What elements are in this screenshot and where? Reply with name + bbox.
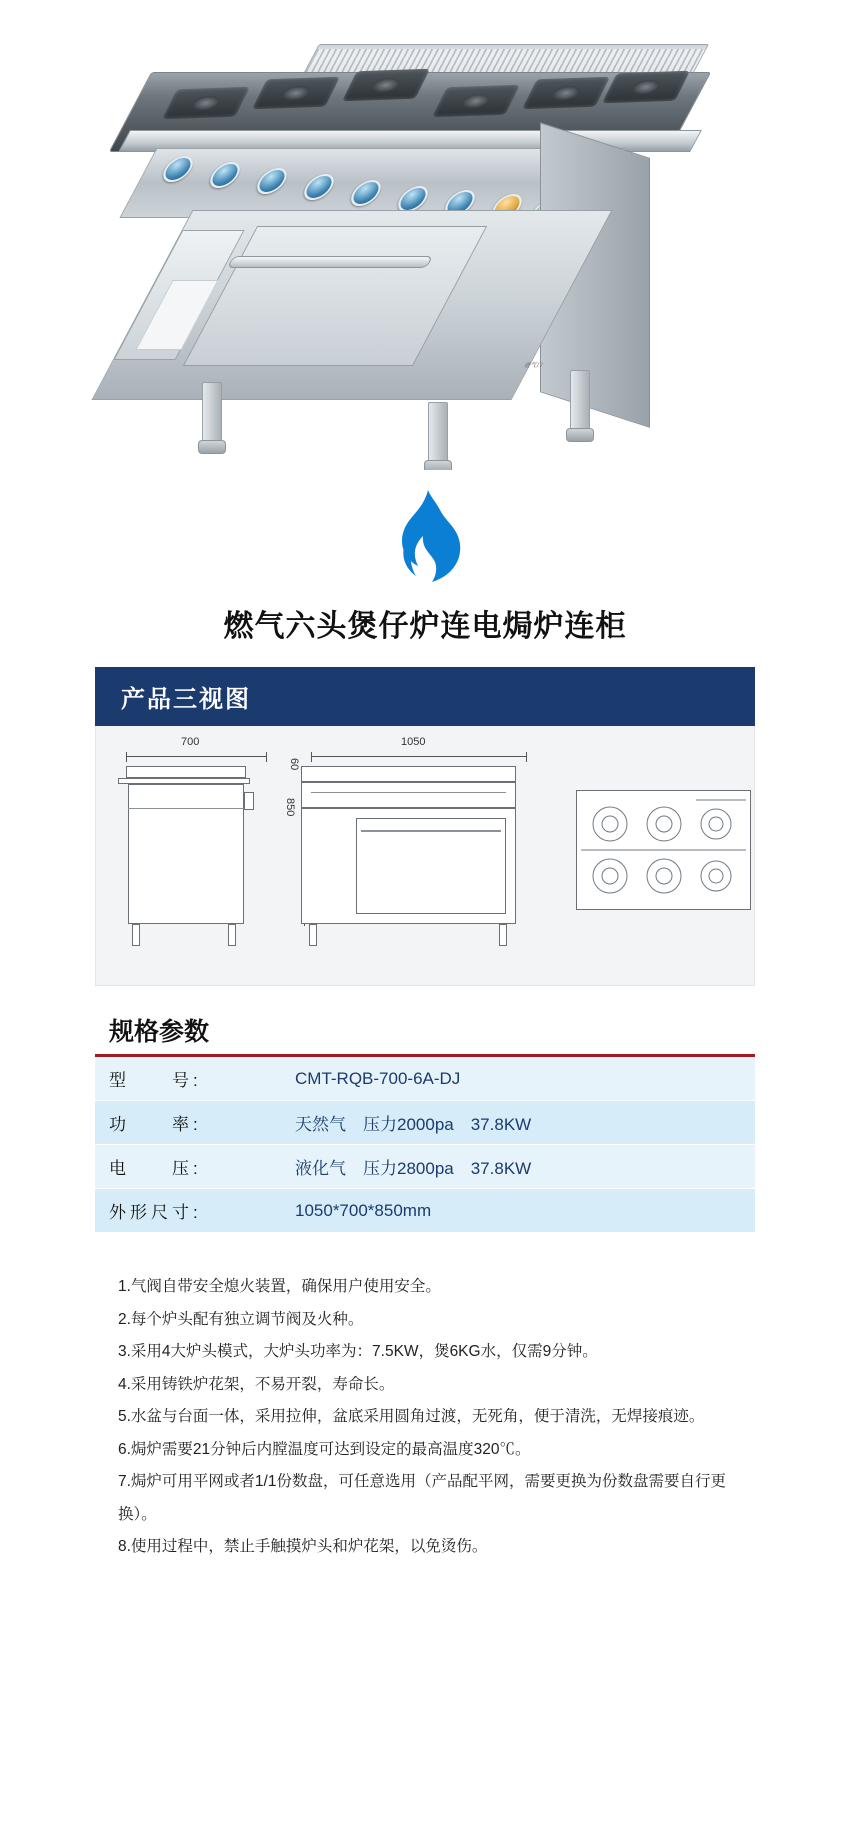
side-leg [228, 924, 236, 946]
stove-illustration [110, 30, 730, 450]
side-leg [132, 924, 140, 946]
feature-item: 7.焗炉可用平网或者1/1份数盘，可任意选用（产品配平网，需要更换为份数盘需要自行更换）。 [118, 1473, 726, 1523]
feature-item: 3.采用4大炉头模式，大炉头功率为：7.5KW，煲6KG水，仅需9分钟。 [118, 1343, 598, 1361]
dim-side-width: 700 [181, 736, 200, 748]
front-control-panel [301, 782, 516, 808]
feature-item: 6.焗炉需要21分钟后内膛温度可达到设定的最高温度320℃。 [118, 1440, 531, 1458]
leg-foot [424, 460, 452, 470]
spec-key: 电 压: [109, 1159, 202, 1178]
table-row [95, 1189, 755, 1233]
spec-table [95, 1057, 755, 1233]
feature-item: 2.每个炉头配有独立调节阀及火种。 [118, 1310, 364, 1328]
vent-label: 进气口 [522, 363, 544, 369]
leg-foot [566, 428, 594, 442]
leg [428, 402, 448, 462]
spec-section-title: 规格参数 [109, 1018, 210, 1046]
spec-key: 型 号: [109, 1071, 202, 1090]
spec-key: 功 率: [109, 1115, 202, 1134]
front-leg [309, 924, 317, 946]
spec-key: 外形尺寸: [109, 1203, 202, 1222]
spec-value: CMT-RQB-700-6A-DJ [295, 1068, 461, 1088]
oven-door-handle[interactable] [227, 256, 433, 268]
front-knob-row [311, 792, 506, 793]
feature-item: 1.气阀自带安全熄火装置，确保用户使用安全。 [118, 1278, 441, 1295]
front-cooktop [301, 766, 516, 782]
dim-total-height: 850 [284, 798, 296, 817]
product-photo [0, 0, 850, 470]
dim-tick [266, 752, 267, 762]
spec-value: 天然气 压力2000pa 37.8KW [295, 1115, 532, 1134]
side-cooktop [126, 766, 246, 778]
table-row [95, 1145, 755, 1189]
front-oven-door [356, 818, 506, 914]
dim-panel-height: 60 [288, 758, 300, 771]
side-valve [244, 792, 254, 810]
spec-value: 液化气 压力2800pa 37.8KW [295, 1159, 532, 1178]
side-view-drawing [118, 762, 278, 954]
front-view-drawing [301, 762, 531, 954]
front-oven-handle [361, 830, 501, 832]
dim-line [311, 756, 526, 757]
dim-front-width: 1050 [401, 736, 426, 748]
leg [202, 382, 222, 442]
feature-item: 5.水盆与台面一体，采用拉伸，盆底采用圆角过渡，无死角，便于清洗，无焊接痕迹。 [118, 1408, 705, 1426]
dim-tick [526, 752, 527, 762]
side-divider [128, 808, 244, 809]
dim-line [126, 756, 266, 757]
side-cabinet [128, 784, 244, 924]
flame-icon [382, 488, 468, 589]
three-view-container [95, 726, 755, 986]
three-view-band-title: 产品三视图 [95, 667, 755, 726]
features-list [118, 1271, 732, 1564]
front-leg [499, 924, 507, 946]
top-view-drawing [576, 790, 751, 910]
leg-foot [198, 440, 226, 454]
page-title: 燃气六头煲仔炉连电焗炉连柜 [223, 610, 627, 643]
spec-section-header [95, 1012, 755, 1057]
leg [570, 370, 590, 430]
flame-block [0, 470, 850, 645]
feature-item: 4.采用铸铁炉花架，不易开裂，寿命长。 [118, 1375, 395, 1393]
dim-tick [311, 752, 312, 762]
dim-tick [126, 752, 127, 762]
table-row [95, 1101, 755, 1145]
spec-value: 1050*700*850mm [295, 1200, 432, 1220]
feature-item: 8.使用过程中，禁止手触摸炉头和炉花架，以免烫伤。 [118, 1538, 488, 1556]
table-row [95, 1057, 755, 1101]
